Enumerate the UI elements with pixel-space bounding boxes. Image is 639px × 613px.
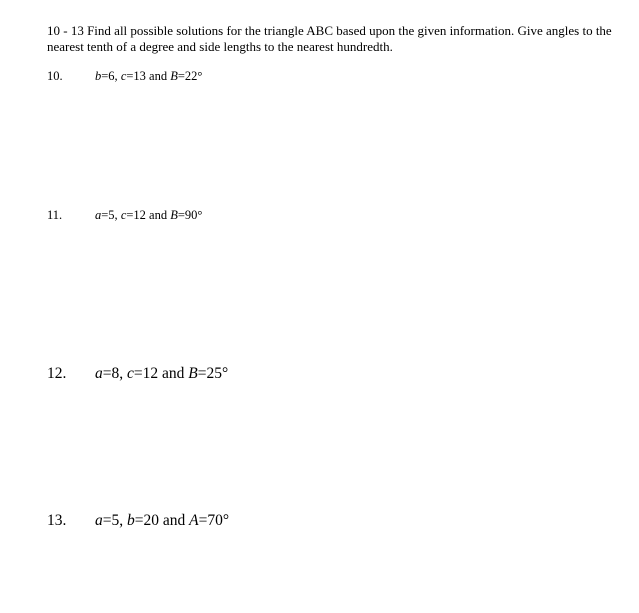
- problem-expression: [95, 512, 229, 530]
- problem-expression: [95, 365, 228, 383]
- value: =25°: [197, 365, 229, 382]
- variable: b: [95, 69, 102, 83]
- problem-expression: [95, 208, 202, 223]
- variable: a: [95, 365, 103, 382]
- variable: B: [170, 69, 178, 83]
- variable: c: [127, 365, 134, 382]
- problem-number: 12.: [47, 365, 67, 382]
- variable: B: [188, 365, 198, 382]
- problem-number: 13.: [47, 512, 67, 529]
- value: =22°: [177, 69, 203, 83]
- variable: a: [95, 208, 102, 222]
- problem-number: 11.: [47, 208, 63, 222]
- problem-13: [47, 512, 230, 530]
- value: =5,: [102, 512, 127, 529]
- value: =20 and: [134, 512, 190, 529]
- value: =12 and: [126, 208, 171, 222]
- value: =5,: [101, 208, 121, 222]
- value: =8,: [102, 365, 127, 382]
- variable: a: [95, 512, 103, 529]
- instructions-text: 10 - 13 Find all possible solutions for the triangle ABC based upon the given information. Give angles to the nearest tenth of a degree and side lengths to the nearest hundredth.: [47, 23, 612, 54]
- problem-number: 10.: [47, 69, 63, 83]
- variable: A: [189, 512, 199, 529]
- variable: c: [120, 69, 127, 83]
- value: =90°: [177, 208, 203, 222]
- problem-11: [47, 208, 203, 223]
- value: =13 and: [126, 69, 171, 83]
- variable: c: [120, 208, 127, 222]
- problem-10: [47, 69, 203, 84]
- problem-expression: [95, 69, 202, 84]
- variable: b: [127, 512, 135, 529]
- problem-12: [47, 365, 229, 383]
- variable: B: [170, 208, 178, 222]
- value: =12 and: [133, 365, 189, 382]
- value: =70°: [198, 512, 230, 529]
- value: =6,: [101, 69, 121, 83]
